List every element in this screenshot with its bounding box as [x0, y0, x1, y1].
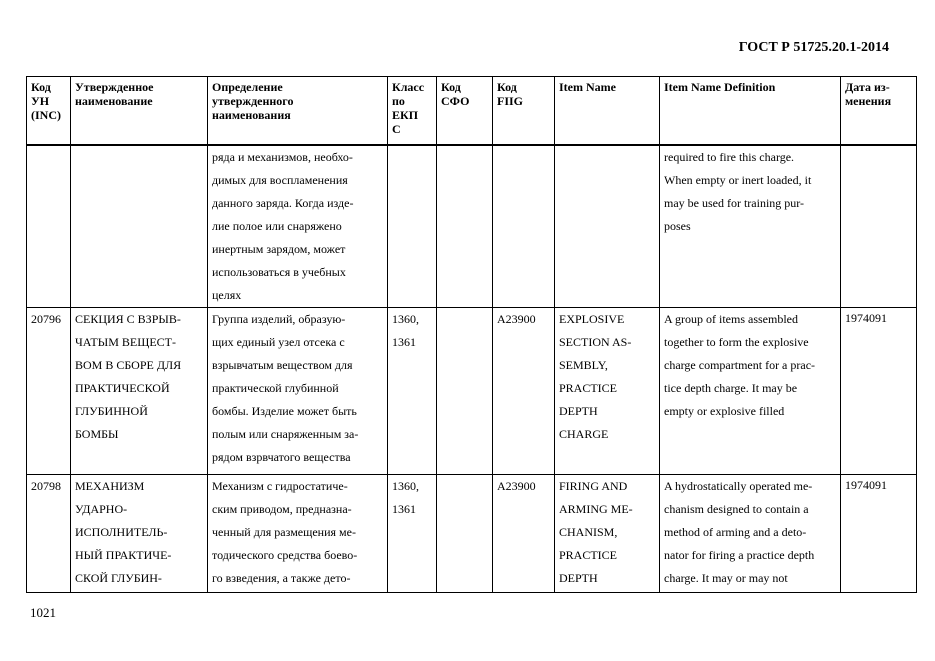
cell-line: практической глубинной	[212, 381, 339, 395]
header-inc-code	[27, 77, 71, 146]
cell-line: charge. It may or may not	[664, 571, 788, 585]
cell-line: charge compartment for a prac-	[664, 358, 816, 372]
cell-line: Группа изделий, образую-	[212, 312, 346, 326]
class-cell	[388, 475, 437, 593]
item-name-cell	[555, 475, 660, 593]
cell-line: НЫЙ ПРАКТИЧЕ-	[75, 548, 172, 562]
cell-line: УДАРНО-	[75, 502, 128, 516]
cell-line: щих единый узел отсека с	[212, 335, 345, 349]
cell-line: целях	[212, 288, 242, 302]
cell-line: полым или снаряженным за-	[212, 427, 359, 441]
fiig-code-cell: A23900	[493, 308, 555, 475]
cell-line: empty or explosive filled	[664, 404, 785, 418]
header-line: Item Name	[559, 80, 616, 94]
header-line: СФО	[441, 94, 470, 108]
header-line: утвержденного	[212, 94, 294, 108]
cell-line: poses	[664, 219, 691, 233]
definition-cell	[208, 308, 388, 475]
header-line: менения	[845, 94, 892, 108]
header-line: Код	[497, 80, 517, 94]
cell-line: 1361	[392, 502, 416, 516]
page-number: 1021	[30, 605, 56, 620]
approved-name-cell	[71, 308, 208, 475]
fiig-code-cell: A23900	[493, 475, 555, 593]
cell-line: SEMBLY,	[559, 358, 608, 372]
cell-line: EXPLOSIVE	[559, 312, 625, 326]
header-line: наименования	[212, 108, 291, 122]
table-row	[27, 475, 917, 593]
fiig-code-cell	[493, 145, 555, 308]
header-line: по	[392, 94, 405, 108]
change-date-cell: 1974091	[841, 475, 917, 593]
cell-line: 1361	[392, 335, 416, 349]
header-line: С	[392, 122, 401, 136]
cell-line: ПРАКТИЧЕСКОЙ	[75, 381, 170, 395]
inc-code-cell: 20796	[27, 308, 71, 475]
item-name-definition-cell	[660, 145, 841, 308]
item-name-cell	[555, 145, 660, 308]
cell-line: DEPTH	[559, 571, 598, 585]
inc-code-cell	[27, 145, 71, 308]
item-name-definition-cell	[660, 475, 841, 593]
classification-table	[26, 76, 917, 593]
cell-line: тодического средства боево-	[212, 548, 358, 562]
cell-line: ВОМ В СБОРЕ ДЛЯ	[75, 358, 182, 372]
cell-line: взрывчатым веществом для	[212, 358, 353, 372]
approved-name-cell	[71, 145, 208, 308]
cell-line: данного заряда. Когда изде-	[212, 196, 354, 210]
cell-line: FIRING AND	[559, 479, 628, 493]
header-sfo-code	[437, 77, 493, 146]
item-name-cell	[555, 308, 660, 475]
cell-line: 1360,	[392, 312, 419, 326]
cell-line: СКОЙ ГЛУБИН-	[75, 571, 162, 585]
cell-line: method of arming and a deto-	[664, 525, 807, 539]
cell-line: рядом взрвчатого вещества	[212, 450, 351, 464]
cell-line: CHARGE	[559, 427, 609, 441]
cell-line: PRACTICE	[559, 548, 618, 562]
sfo-code-cell	[437, 308, 493, 475]
cell-line: СЕКЦИЯ С ВЗРЫВ-	[75, 312, 181, 326]
cell-line: димых для воспламенения	[212, 173, 348, 187]
sfo-code-cell	[437, 145, 493, 308]
header-line: (INC)	[31, 108, 61, 122]
cell-line: nator for firing a practice depth	[664, 548, 815, 562]
cell-line: chanism designed to contain a	[664, 502, 809, 516]
definition-cell	[208, 475, 388, 593]
header-line: наименование	[75, 94, 153, 108]
cell-line: МЕХАНИЗМ	[75, 479, 145, 493]
header-line: Определение	[212, 80, 283, 94]
header-line: Код	[441, 80, 461, 94]
cell-line: бомбы. Изделие может быть	[212, 404, 357, 418]
class-cell	[388, 308, 437, 475]
header-line: Утвержденное	[75, 80, 154, 94]
cell-line: 1360,	[392, 479, 419, 493]
header-item-name-definition	[660, 77, 841, 146]
cell-line: ARMING ME-	[559, 502, 633, 516]
header-definition	[208, 77, 388, 146]
header-item-name	[555, 77, 660, 146]
cell-line: ГЛУБИННОЙ	[75, 404, 148, 418]
cell-line: ЧАТЫМ ВЕЩЕСТ-	[75, 335, 176, 349]
header-line: Код	[31, 80, 51, 94]
cell-line: го взведения, а также дето-	[212, 571, 351, 585]
item-name-definition-cell	[660, 308, 841, 475]
definition-cell	[208, 145, 388, 308]
header-class	[388, 77, 437, 146]
cell-line: required to fire this charge.	[664, 150, 795, 164]
cell-line: CHANISM,	[559, 525, 618, 539]
header-line: УН	[31, 94, 50, 108]
cell-line: лие полое или снаряжено	[212, 219, 342, 233]
header-line: FIIG	[497, 94, 524, 108]
header-approved-name	[71, 77, 208, 146]
cell-line: A hydrostatically operated me-	[664, 479, 813, 493]
header-line: Класс	[392, 80, 425, 94]
cell-line: ским приводом, предназна-	[212, 502, 352, 516]
change-date-cell	[841, 145, 917, 308]
cell-line: ченный для размещения ме-	[212, 525, 356, 539]
document-code: ГОСТ Р 51725.20.1-2014	[738, 40, 889, 55]
cell-line: When empty or inert loaded, it	[664, 173, 812, 187]
table-header-row	[27, 77, 917, 146]
table-row	[27, 145, 917, 308]
header-line: ЕКП	[392, 108, 419, 122]
cell-line: may be used for training pur-	[664, 196, 805, 210]
cell-line: PRACTICE	[559, 381, 618, 395]
cell-line: ряда и механизмов, необхо-	[212, 150, 353, 164]
cell-line: инертным зарядом, может	[212, 242, 346, 256]
header-line: Item Name Definition	[664, 80, 776, 94]
header-line: Дата из-	[845, 80, 890, 94]
cell-line: использоваться в учебных	[212, 265, 346, 279]
cell-line: БОМБЫ	[75, 427, 119, 441]
class-cell	[388, 145, 437, 308]
cell-line: SECTION AS-	[559, 335, 632, 349]
cell-line: together to form the explosive	[664, 335, 809, 349]
cell-line: ИСПОЛНИТЕЛЬ-	[75, 525, 168, 539]
cell-line: tice depth charge. It may be	[664, 381, 798, 395]
sfo-code-cell	[437, 475, 493, 593]
approved-name-cell	[71, 475, 208, 593]
header-change-date	[841, 77, 917, 146]
inc-code-cell: 20798	[27, 475, 71, 593]
change-date-cell: 1974091	[841, 308, 917, 475]
cell-line: A group of items assembled	[664, 312, 798, 326]
header-fiig-code	[493, 77, 555, 146]
cell-line: Механизм с гидростатиче-	[212, 479, 348, 493]
cell-line: DEPTH	[559, 404, 598, 418]
table-row	[27, 308, 917, 475]
